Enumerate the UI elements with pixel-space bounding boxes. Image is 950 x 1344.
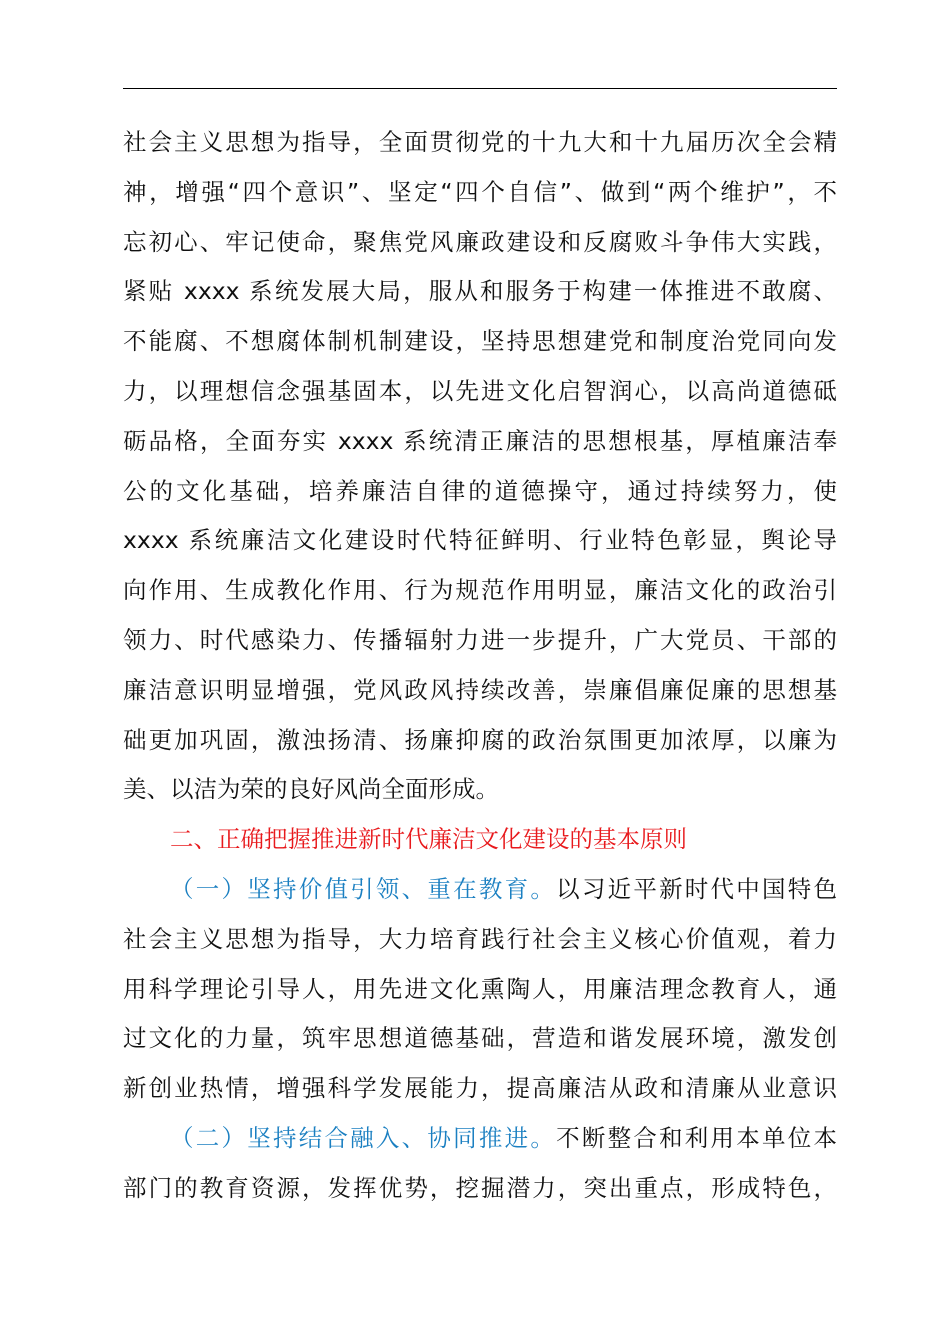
paragraph-line: 部门的教育资源，发挥优势，挖掘潜力，突出重点，形成特色， <box>123 1173 837 1202</box>
paragraph-line: 紧贴 xxxx 系统发展大局，服从和服务于构建一体推进不敢腐、 <box>123 277 837 306</box>
paragraph-line: 忘初心、牢记使命，聚焦党风廉政建设和反腐败斗争伟大实践， <box>123 227 837 256</box>
paragraph-line: 用科学理论引导人，用先进文化熏陶人，用廉洁理念教育人，通 <box>123 974 837 1003</box>
principle-title: （一）坚持价值引领、重在教育。 <box>170 874 557 903</box>
principle-title: （二）坚持结合融入、协同推进。 <box>170 1123 557 1152</box>
principle-first-line <box>123 865 837 915</box>
paragraph-line: 神，增强“四个意识”、坚定“四个自信”、做到“两个维护”，不 <box>123 177 837 206</box>
paragraph-line: 力，以理想信念强基固本，以先进文化启智润心，以高尚道德砥 <box>123 376 837 405</box>
section-heading: 二、正确把握推进新时代廉洁文化建设的基本原则 <box>170 825 687 854</box>
paragraph-line: 公的文化基础，培养廉洁自律的道德操守，通过持续努力，使 <box>123 476 837 505</box>
paragraph-1 <box>123 118 837 815</box>
principle-item-1 <box>123 865 837 1114</box>
paragraph-line: 社会主义思想为指导，全面贯彻党的十九大和十九届历次全会精 <box>123 128 837 156</box>
paragraph-line: 美、以洁为荣的良好风尚全面形成。 <box>123 775 499 804</box>
document-body <box>123 118 837 1214</box>
paragraph-line: 过文化的力量，筑牢思想道德基础，营造和谐发展环境，激发创 <box>123 1024 837 1053</box>
paragraph-line: 新创业热情，增强科学发展能力，提高廉洁从政和清廉从业意识 <box>123 1074 837 1103</box>
paragraph-line: 砺品格，全面夯实 xxxx 系统清正廉洁的思想根基，厚植廉洁奉 <box>123 426 837 455</box>
paragraph-line: xxxx 系统廉洁文化建设时代特征鲜明、行业特色彰显，舆论导 <box>123 526 837 555</box>
principle-text: 以习近平新时代中国特色 <box>556 874 837 903</box>
paragraph-line: 领力、时代感染力、传播辐射力进一步提升，广大党员、干部的 <box>123 625 837 654</box>
paragraph-line: 向作用、生成教化作用、行为规范作用明显，廉洁文化的政治引 <box>123 576 837 605</box>
paragraph-line: 廉洁意识明显增强，党风政风持续改善，崇廉倡廉促廉的思想基 <box>123 675 837 704</box>
paragraph-line: 不能腐、不想腐体制机制建设，坚持思想建党和制度治党同向发 <box>123 327 837 356</box>
paragraph-line: 础更加巩固，激浊扬清、扬廉抑腐的政治氛围更加浓厚，以廉为 <box>123 725 837 754</box>
principle-item-2 <box>123 1114 837 1214</box>
principle-text: 不断整合和利用本单位本 <box>556 1123 837 1152</box>
principle-first-line <box>123 1114 837 1164</box>
header-rule <box>123 88 837 89</box>
paragraph-line: 社会主义思想为指导，大力培育践行社会主义核心价值观，着力 <box>123 924 837 953</box>
